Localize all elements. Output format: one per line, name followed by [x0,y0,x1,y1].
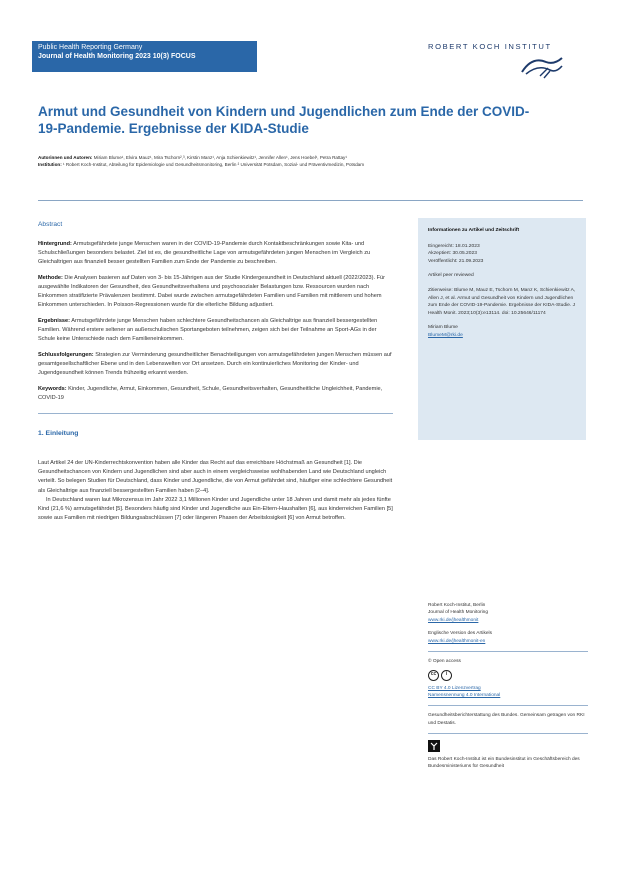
contact-name: Miriam Blume [428,325,458,331]
by-icon: i [441,670,452,681]
cc-icon: cc [428,670,439,681]
intro-paragraph: Laut Artikel 24 der UN-Kinderrechtskonvention haben alle Kinder das Recht auf das erreichbare Höchstmaß an Gesundheit [1]. Die Gesundheitschancen von Kindern und Jugendlichen sind aber auch in einem vergleichsweise wohlhabenden Land wie Deutschland ungleich verteilt. So belegen Studien für Deutschland, dass Kinder und Jugendliche, die von Armut gefährdet sind, häufiger eine schlechtere Gesundheit als Gleichaltrige aus finanziell bessergestellten Familien haben [2–4]. [38,460,393,494]
info-divider [428,705,588,706]
abstract-text: Armutsgefährdete junge Menschen waren in der COVID-19-Pandemie durch Kontaktbeschränkungen sowie Kita- und Schulschließungen besonders belastet. Ziel ist es, die gesundheitliche Lage von armutsgefährdeten jungen Menschen im Vergleich zu Gleichaltrigen aus finanziell besser gestellten Familien zum Ende der Pandemie zu beschreiben. [38,240,371,265]
federal-eagle-icon [428,740,440,752]
banner-line-2: Journal of Health Monitoring 2023 10(3) FOCUS [38,52,196,60]
rki-logo [428,42,578,82]
abstract-keywords [38,385,393,403]
publisher-name: Robert Koch-Institut, Berlin [428,603,486,608]
intro-heading: 1. Einleitung [38,430,79,438]
main-column [38,220,393,523]
banner-line-1: Public Health Reporting Germany [38,44,143,51]
date-accepted: Akzeptiert: 30.05.2023 [428,251,477,257]
abstract-method [38,274,393,310]
english-url-link[interactable]: www.rki.de/jhealthmonit-en [428,638,486,644]
peer-review-note: Artikel peer reviewed [428,273,474,279]
intro-paragraph: In Deutschland waren laut Mikrozensus im Jahr 2022 3,1 Millionen Kinder und Jugendliche unter 18 Jahren und damit mehr als jedes fünfte Kind (21,6 %) armutsgefährdet [5]. Besonders häufig sind Kinder und Jugendliche aus Ein-Eltern-Haushalten [6], aus kinderreichen Familien [5] sowie aus Familien mit niedrigen Bildungsabschlüssen [7] oder längeren Phasen der Arbeitslosigkeit [6] von Armut betroffen. [38,496,393,521]
abstract-label: Keywords: [38,386,67,393]
gbe-note: Gesundheitsberichterstattung des Bundes. Gemeinsam getragen von RKI und Destatis. [428,713,585,726]
abstract-text: Die Analysen basieren auf Daten von 3- bis 15-Jährigen aus der Studie Kindergesundheit in Deutschland aktuell (2022/2023). Für ausgewählte Indikatoren der Gesundheit, des Gesundheitsverhaltens und psychosozialer Belastungen bzw. Ressourcen wurden nach Einkommen stratifizierte Prävalenzen bestimmt. Dabei wurde zwischen armutsgefährdeten Familien und Familien mit mittlerem und hohem Einkommen unterschieden. In Poisson-Regressionen wurde für die elterliche Bildung adjustiert. [38,274,386,308]
article-title: Armut und Gesundheit von Kindern und Jugendlichen zum Ende der COVID-19-Pandemie. Ergebnisse der KIDA-Studie [38,104,530,136]
dates-block [428,243,576,266]
author-block [38,155,583,169]
journal-name: Journal of Health Monitoring [428,610,488,616]
abstract-background [38,240,393,267]
info-divider [428,733,588,734]
info-heading: Informationen zu Artikel und Zeitschrift [428,228,520,233]
article-info-box [418,218,586,440]
header-divider [38,200,583,201]
license-block [428,685,588,700]
journal-url-link[interactable]: www.rki.de/jhealthmonit [428,617,479,623]
eagle-logo-icon [520,52,564,82]
publisher-info [428,602,588,770]
license-link[interactable]: CC BY 4.0 Lizenzvertrag [428,685,481,691]
publisher-block [428,602,588,624]
abstract-label: Ergebnisse: [38,318,71,324]
open-access-note: © Open access [428,659,461,665]
abstract-conclusions [38,351,393,378]
abstract-text: Strategien zur Verminderung gesundheitlicher Benachteiligungen von armutsgefährdeten jungen Menschen müssen auf gesamtgesellschaftlicher Ebene und in den Lebenswelten vor Ort ansetzen. Durch ein kontinuierliches Monitoring der Kinder- und Jugendgesundheit können Trends frühzeitig erkannt werden. [38,352,392,377]
abstract-label: Methode: [38,274,63,281]
date-published: Veröffentlicht: 21.09.2023 [428,258,484,264]
license-link[interactable]: Namensnennung 4.0 International [428,692,501,698]
license-badges [428,670,588,681]
abstract-results [38,317,393,344]
abstract-text: Kinder, Jugendliche, Armut, Einkommen, Gesundheit, Schule, Gesundheitsverhalten, Gesundheitliche Ungleichheit, Pandemie, COVID-19 [38,386,383,402]
journal-banner [32,41,257,72]
institution-label: Institution: [38,161,62,167]
ministry-note: Das Robert Koch-Institut ist ein Bundesinstitut im Geschäftsbereich des Bundesministeriums für Gesundheit [428,756,580,770]
intro-body [38,459,393,522]
abstract-label: Hintergrund: [38,240,72,247]
abstract-label: Schlussfolgerungen: [38,352,94,359]
abstract-heading: Abstract [38,221,63,228]
citation-text: Zitierweise: Blume M, Mauz E, Tschorn M, Manz K, Schienkiewitz A, Allen J, et al. Armut und Gesundheit von Kindern und Jugendlichen zum Ende der COVID-19-Pandemie. Ergebnisse der KIDA-Studie. J Health Monit. 2023;10(3):e13114. doi: 10.25646/11174 [428,287,576,316]
abstract-text: Armutsgefährdete junge Menschen haben schlechtere Gesundheitschancen als Gleichaltrige aus finanziell bessergestellten Familien. Während erstere seltener an außerschulischen Sportangeboten teilnehmen, zeigen sich bei der Teilnahme an Sport-AGs in der Schule keine Unterschiede nach dem Familieneinkommen. [38,318,378,343]
english-version-label: Englische Version des Artikels [428,631,492,637]
author-names: Miriam Blume¹, Elvira Mauz¹, Mira Tschorn²,³, Kirstin Manz¹, Anja Schienkiewitz¹, Jennifer Allen¹, Jens Hoebel¹, Petra Rattay¹ [93,155,347,160]
logo-name: ROBERT KOCH INSTITUT [428,42,552,51]
contact-email-link[interactable]: BlumeM@rki.de [428,332,463,338]
date-submitted: Eingereicht: 18.01.2023 [428,243,480,249]
section-divider [38,413,393,414]
english-version-block [428,630,588,645]
info-divider [428,651,588,652]
authors-label: Autorinnen und Autoren: [38,155,93,160]
institution-text: ¹ Robert Koch-Institut, Abteilung für Epidemiologie und Gesundheitsmonitoring, Berlin ² Universität Potsdam, Sozial- und Präventivmedizin, Potsdam [63,161,365,167]
